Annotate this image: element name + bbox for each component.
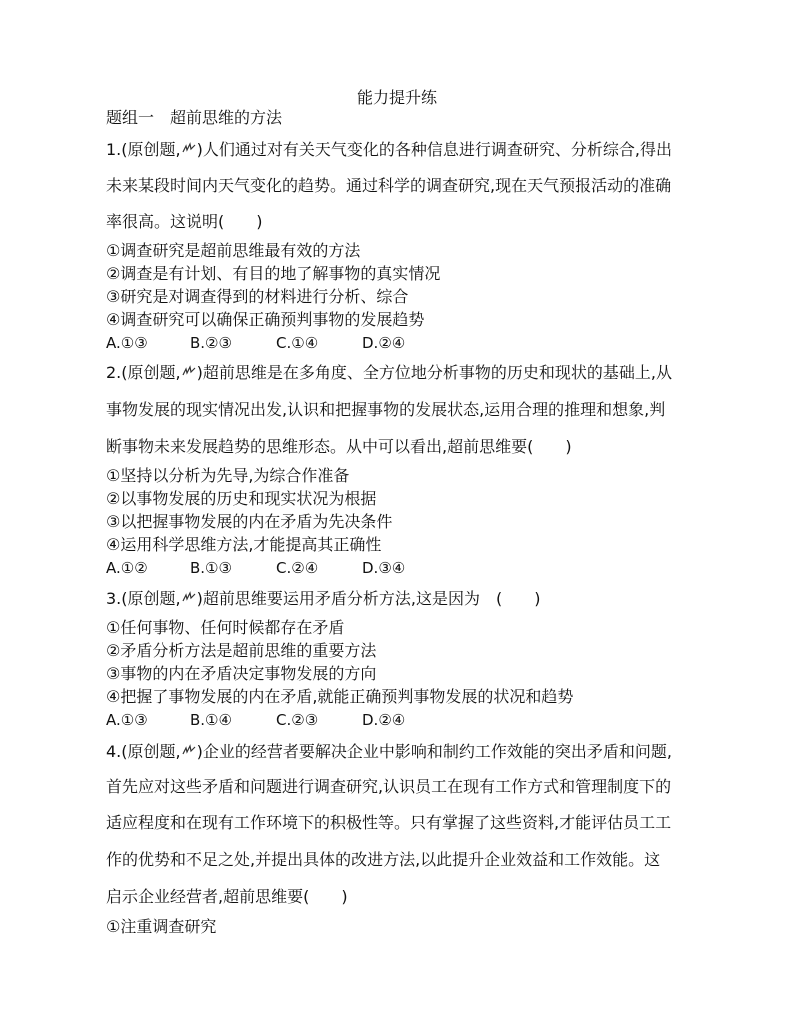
- option-d: D.③④: [362, 559, 406, 577]
- question-3-item-4: ④把握了事物发展的内在矛盾,就能正确预判事物发展的状况和趋势: [106, 687, 574, 706]
- difficulty-stars-icon: [181, 591, 197, 605]
- question-number: 3.: [106, 589, 122, 608]
- question-1-stem-line-2: 未来某段时间内天气变化的趋势。通过科学的调查研究,现在天气预报活动的准确: [106, 176, 672, 195]
- option-b: B.②③: [190, 334, 232, 352]
- page-title: 能力提升练: [356, 88, 437, 107]
- question-1-item-4: ④调查研究可以确保正确预判事物的发展趋势: [106, 310, 425, 329]
- source-prefix: (原创题,: [121, 589, 181, 608]
- question-4-stem-line-1: [106, 742, 672, 762]
- source-suffix: ): [196, 589, 203, 608]
- difficulty-stars-icon: [181, 365, 197, 379]
- option-c: C.①④: [276, 334, 319, 352]
- question-2-options: [106, 558, 405, 578]
- question-3-stem-line-1: [106, 589, 540, 609]
- stem-text: 超前思维要运用矛盾分析方法,这是因为 ( ): [202, 589, 541, 608]
- question-1-stem-line-3: 率很高。这说明( ): [106, 212, 263, 231]
- question-number: 2.: [106, 363, 122, 382]
- question-3-item-3: ③事物的内在矛盾决定事物发展的方向: [106, 664, 377, 683]
- option-a: A.①②: [106, 559, 148, 577]
- question-3-item-1: ①任何事物、任何时候都存在矛盾: [106, 618, 345, 637]
- question-1-item-1: ①调查研究是超前思维最有效的方法: [106, 241, 361, 260]
- question-number: 4.: [106, 742, 122, 761]
- question-1-item-3: ③研究是对调查得到的材料进行分析、综合: [106, 287, 409, 306]
- source-prefix: (原创题,: [121, 363, 181, 382]
- question-number: 1.: [106, 140, 122, 159]
- source-suffix: ): [196, 742, 203, 761]
- question-1-options: [106, 333, 405, 353]
- question-4-item-1: ①注重调查研究: [106, 917, 217, 936]
- source-suffix: ): [196, 363, 203, 382]
- option-b: B.①③: [190, 559, 232, 577]
- option-c: C.②④: [276, 559, 319, 577]
- question-2-item-3: ③以把握事物发展的内在矛盾为先决条件: [106, 512, 393, 531]
- option-d: D.②④: [362, 711, 406, 729]
- source-prefix: (原创题,: [121, 140, 181, 159]
- question-1-item-2: ②调查是有计划、有目的地了解事物的真实情况: [106, 264, 441, 283]
- option-a: A.①③: [106, 711, 148, 729]
- stem-text: 人们通过对有关天气变化的各种信息进行调查研究、分析综合,得出: [202, 140, 672, 159]
- source-prefix: (原创题,: [121, 742, 181, 761]
- question-2-item-4: ④运用科学思维方法,才能提高其正确性: [106, 535, 382, 554]
- question-4-stem-line-3: 适应程度和在现有工作环境下的积极性等。只有掌握了这些资料,才能评估员工工: [106, 813, 672, 832]
- difficulty-stars-icon: [181, 744, 197, 758]
- question-2-stem-line-1: [106, 363, 672, 383]
- question-4-stem-line-2: 首先应对这些矛盾和问题进行调查研究,认识员工在现有工作方式和管理制度下的: [106, 777, 672, 796]
- option-b: B.①④: [190, 711, 232, 729]
- stem-text: 超前思维是在多角度、全方位地分析事物的历史和现状的基础上,从: [202, 363, 672, 382]
- question-2-item-2: ②以事物发展的历史和现实状况为根据: [106, 489, 377, 508]
- question-2-stem-line-3: 断事物未来发展趋势的思维形态。从中可以看出,超前思维要( ): [106, 437, 572, 456]
- option-d: D.②④: [362, 334, 406, 352]
- question-2-stem-line-2: 事物发展的现实情况出发,认识和把握事物的发展状态,运用合理的推理和想象,判: [106, 400, 666, 419]
- question-2-item-1: ①坚持以分析为先导,为综合作准备: [106, 466, 350, 485]
- question-4-stem-line-5: 启示企业经营者,超前思维要( ): [106, 887, 348, 906]
- question-1-stem-line-1: [106, 140, 672, 160]
- question-3-item-2: ②矛盾分析方法是超前思维的重要方法: [106, 641, 377, 660]
- question-3-options: [106, 710, 405, 730]
- option-a: A.①③: [106, 334, 148, 352]
- difficulty-stars-icon: [181, 142, 197, 156]
- question-4-stem-line-4: 作的优势和不足之处,并提出具体的改进方法,以此提升企业效益和工作效能。这: [106, 850, 661, 869]
- source-suffix: ): [196, 140, 203, 159]
- option-c: C.②③: [276, 711, 319, 729]
- stem-text: 企业的经营者要解决企业中影响和制约工作效能的突出矛盾和问题,: [202, 742, 672, 761]
- group-heading: 题组一 超前思维的方法: [106, 108, 283, 127]
